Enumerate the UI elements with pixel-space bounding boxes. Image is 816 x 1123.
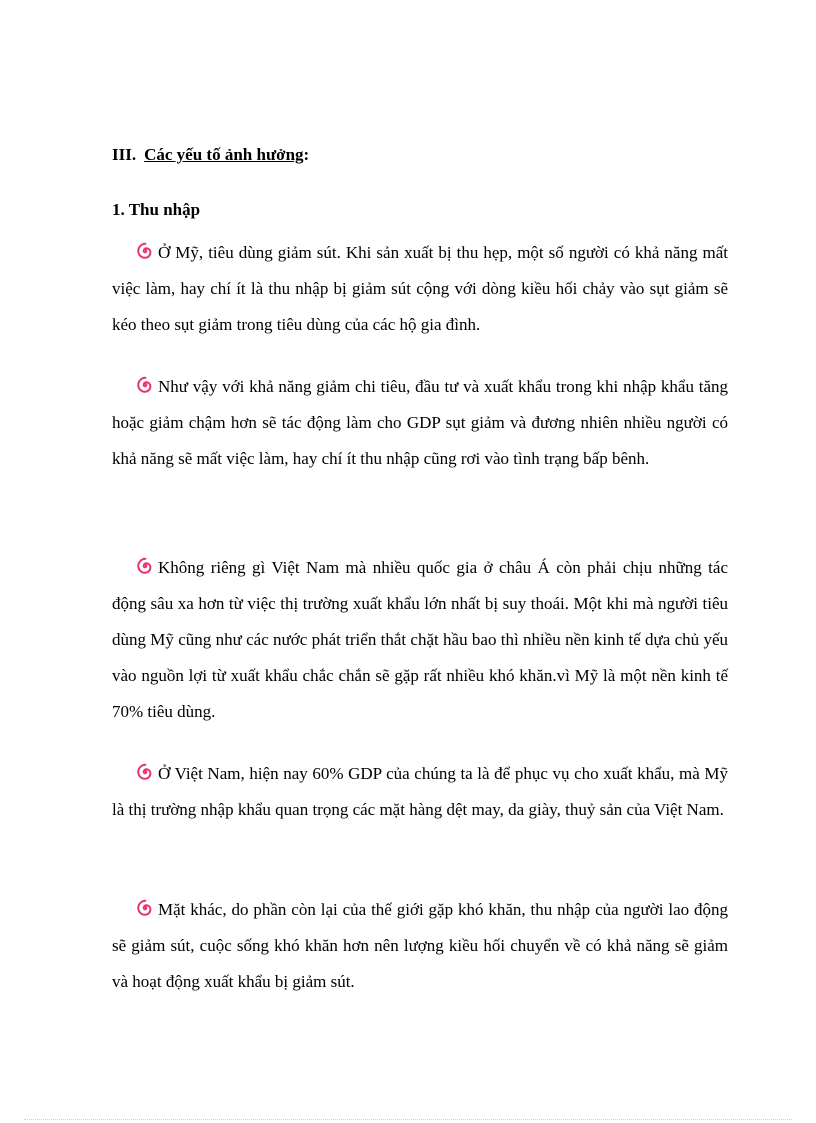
paragraph-5	[112, 892, 728, 1000]
swirl-bullet-icon	[136, 899, 154, 917]
section-heading	[112, 145, 309, 165]
paragraph-2-text: Như vậy với khả năng giảm chi tiêu, đầu tư và xuất khẩu trong khi nhập khẩu tăng hoặc giảm chậm hơn sẽ tác động làm cho GDP sụt giảm và đương nhiên nhiều người có khả năng sẽ mất việc làm, hay chí ít thu nhập cũng rơi vào tình trạng bấp bênh.	[112, 377, 728, 468]
page-bottom-divider	[24, 1119, 792, 1120]
section-number: III.	[112, 145, 137, 164]
swirl-bullet-icon	[136, 557, 154, 575]
section-title: Các yếu tố ảnh hưởng	[144, 145, 304, 164]
paragraph-4-text: Ở Việt Nam, hiện nay 60% GDP của chúng ta là để phục vụ cho xuất khẩu, mà Mỹ là thị trường nhập khẩu quan trọng các mặt hàng dệt may, da giày, thuỷ sản của Việt Nam.	[112, 764, 728, 819]
paragraph-1	[112, 235, 728, 343]
paragraph-4	[112, 756, 728, 828]
section-colon: :	[303, 145, 310, 164]
subheading-income: 1. Thu nhập	[112, 200, 201, 219]
swirl-bullet-icon	[136, 242, 154, 260]
paragraph-1-text: Ở Mỹ, tiêu dùng giảm sút. Khi sản xuất bị thu hẹp, một số người có khả năng mất việc làm, hay chí ít là thu nhập bị giảm sút cộng với dòng kiều hối chảy vào sụt giảm sẽ kéo theo sụt giảm trong tiêu dùng của các hộ gia đình.	[112, 243, 728, 334]
paragraph-3	[112, 550, 728, 730]
paragraph-3-text: Không riêng gì Việt Nam mà nhiều quốc gia ở châu Á còn phải chịu những tác động sâu xa hơn từ việc thị trường xuất khẩu lớn nhất bị suy thoái. Một khi mà người tiêu dùng Mỹ cũng như các nước phát triển thắt chặt hầu bao thì nhiều nền kinh tế dựa chủ yếu vào nguồn lợi từ xuất khẩu chắc chắn sẽ gặp rất nhiều khó khăn.vì Mỹ là một nền kinh tế 70% tiêu dùng.	[112, 558, 728, 721]
paragraph-2	[112, 369, 728, 477]
paragraph-5-text: Mặt khác, do phần còn lại của thế giới gặp khó khăn, thu nhập của người lao động sẽ giảm sút, cuộc sống khó khăn hơn nên lượng kiều hối chuyển về có khả năng sẽ giảm và hoạt động xuất khẩu bị giảm sút.	[112, 900, 728, 991]
swirl-bullet-icon	[136, 376, 154, 394]
swirl-bullet-icon	[136, 763, 154, 781]
